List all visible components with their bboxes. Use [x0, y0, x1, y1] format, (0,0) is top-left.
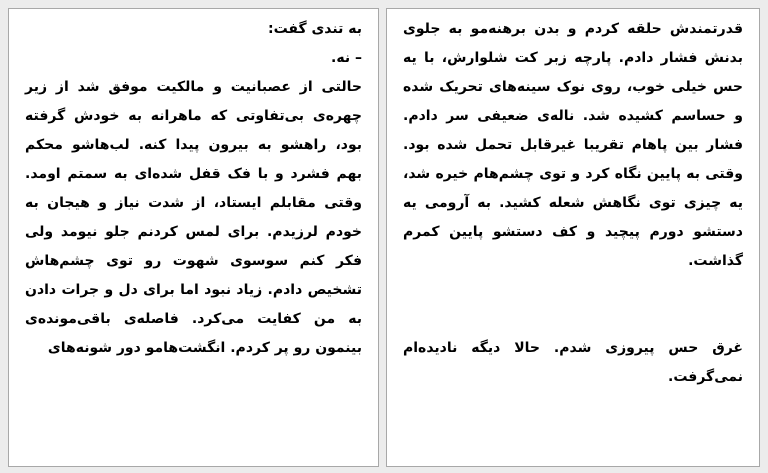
paragraph: حالتی از عصبانیت و مالکیت موفق شد از زیر چهره‌ی بی‌تفاوتی که ماهرانه به خودش گرفته بود، راهشو به بیرون پیدا کنه. لب‌هاشو محکم بهم فشرد و با فک قفل شده‌ای به سمتم اومد. وقتی مقابلم ایستاد، از شدت نیاز و هیجان به خودم لرزیدم. برای لمس کردنم جلو نیومد ولی فکر کنم سوسوی شهوت رو توی چشم‌هاش تشخیص دادم. زیاد نبود اما برای دل و جرات دادن به من کفایت می‌کرد. فاصله‌ی باقی‌مونده‌ی بینمون رو پر کردم. انگشت‌هامو دور شونه‌های: [25, 79, 362, 356]
dialogue-intro: به تندی گفت:: [267, 21, 362, 37]
paragraph-gap: [403, 276, 743, 334]
left-page: [8, 8, 379, 467]
dialogue-line: – نه.: [331, 50, 362, 66]
right-page-text: [403, 15, 743, 392]
paragraph: غرق حس پیروزی شدم. حالا دیگه نادیده‌ام نمی‌گرفت.: [403, 340, 743, 385]
paragraph: قدرتمندش حلقه کردم و بدن برهنه‌مو به جلوی بدنش فشار دادم. پارچه زبر کت شلوارش، با یه حس خیلی خوب، روی نوک سینه‌های تحریک شده و حساسم کشیده شد. ناله‌ی ضعیفی سر دادم. فشار بین پاهام تقریبا غیرقابل تحمل شده بود. وقتی به پایین نگاه کرد و توی چشم‌هام خیره شد، یه چیزی توی نگاهش شعله کشید. به آرومی یه دستشو دورم پیچید و کف دستشو پایین کمرم گذاشت.: [403, 21, 743, 269]
right-page: [386, 8, 760, 467]
left-page-text: [25, 15, 362, 363]
